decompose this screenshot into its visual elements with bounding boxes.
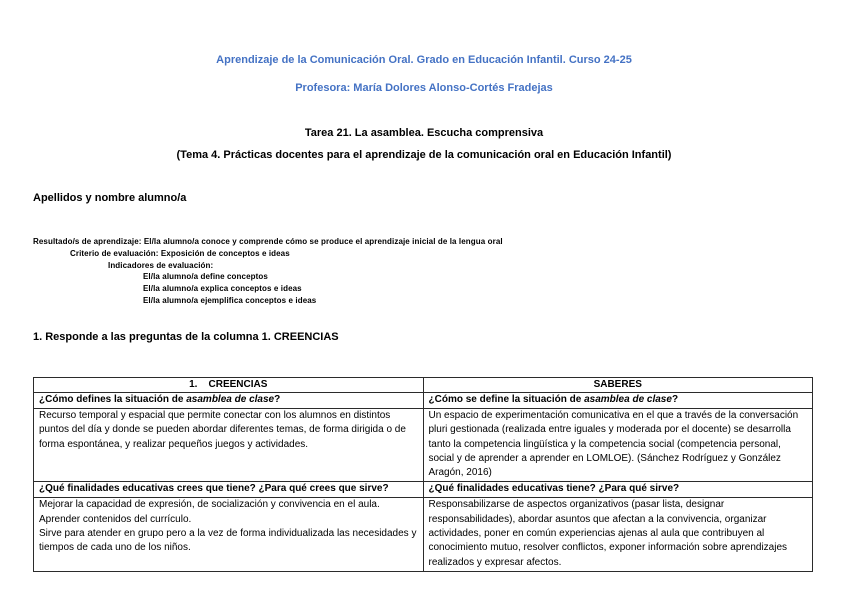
indicator-explain-line: El/la alumno/a explica conceptos e ideas xyxy=(143,284,302,294)
question-row-definition xyxy=(34,393,813,409)
task-subtitle: (Tema 4. Prácticas docentes para el aprendizaje de la comunicación oral en Educación Infantil) xyxy=(176,149,672,161)
column-header-saberes: SABERES xyxy=(423,378,813,393)
professor-name: Profesora: María Dolores Alonso-Cortés Fradejas xyxy=(295,82,553,94)
answer-paragraph: Aprender contenidos del currículo. xyxy=(39,513,192,525)
answer-definition-creencias: Recurso temporal y espacial que permite conectar con los alumnos en distintos puntos del día y donde se pueden abordar diferentes temas, de forma dirigida o de forma espontánea, y realizar pequeños juegos y actividades. xyxy=(34,409,424,482)
question-text: ¿Cómo defines la situación de xyxy=(39,394,187,405)
evaluation-block xyxy=(33,236,828,307)
question-italic-term: asamblea de clase xyxy=(186,394,275,405)
question-italic-term: asamblea de clase xyxy=(584,394,672,405)
answer-purpose-saberes: Responsabilizarse de aspectos organizativos (pasar lista, designar responsabilidades), abordar asuntos que afectan a la convivencia, organizar actividades, poner en común experiencias ajenas al aula que contribuyen al conocimiento mutuo, resolver conflictos, exponer información sobre aprendizajes realizados y expresar afectos. xyxy=(423,498,813,571)
question-text: ? xyxy=(274,394,281,405)
question-row-purpose xyxy=(34,482,813,498)
question-definition-creencias xyxy=(34,393,424,409)
answer-row-purpose xyxy=(34,498,813,571)
table-header-row xyxy=(34,378,813,393)
creencias-saberes-table xyxy=(33,377,813,572)
question-definition-saberes xyxy=(423,393,813,409)
evaluation-criterion-line: Criterio de evaluación: Exposición de conceptos e ideas xyxy=(70,248,290,258)
indicator-exemplify-line: El/la alumno/a ejemplifica conceptos e ideas xyxy=(143,295,317,305)
question-text: ? xyxy=(671,394,679,405)
learning-outcome-line: Resultado/s de aprendizaje: El/la alumno/a conoce y comprende cómo se produce el aprendizaje inicial de la lengua oral xyxy=(33,237,503,246)
answer-purpose-creencias xyxy=(34,498,424,571)
question-text: ¿Cómo se define la situación de xyxy=(428,394,585,405)
answer-definition-saberes: Un espacio de experimentación comunicativa en el que a través de la conversación pluri gestionada (realizada entre iguales y moderada por el docente) se desarrolla tanto la competencia lingüística y la competencia social (competencia personal, social y de aprender a aprender en LOMLOE). (Sánchez Rodríguez y González Aragón, 2016) xyxy=(423,409,813,482)
answer-paragraph: Sirve para atender en grupo pero a la vez de forma individualizada las necesidades y tiempos de cada uno de los niños. xyxy=(39,528,417,554)
student-name-label: Apellidos y nombre alumno/a xyxy=(33,192,187,204)
answer-row-definition xyxy=(34,409,813,482)
question-purpose-creencias: ¿Qué finalidades educativas crees que tiene? ¿Para qué crees que sirve? xyxy=(34,482,424,498)
column-header-creencias: 1. CREENCIAS xyxy=(34,378,424,393)
task-title: Tarea 21. La asamblea. Escucha comprensiva xyxy=(304,127,544,139)
evaluation-indicators-label: Indicadores de evaluación: xyxy=(108,260,214,270)
indicator-define-line: El/la alumno/a define conceptos xyxy=(143,272,268,282)
course-title: Aprendizaje de la Comunicación Oral. Grado en Educación Infantil. Curso 24-25 xyxy=(216,54,632,66)
question-purpose-saberes: ¿Qué finalidades educativas tiene? ¿Para qué sirve? xyxy=(423,482,813,498)
instruction-heading: 1. Responde a las preguntas de la columna 1. CREENCIAS xyxy=(33,331,339,343)
answer-paragraph: Mejorar la capacidad de expresión, de socialización y convivencia en el aula. xyxy=(39,499,380,511)
